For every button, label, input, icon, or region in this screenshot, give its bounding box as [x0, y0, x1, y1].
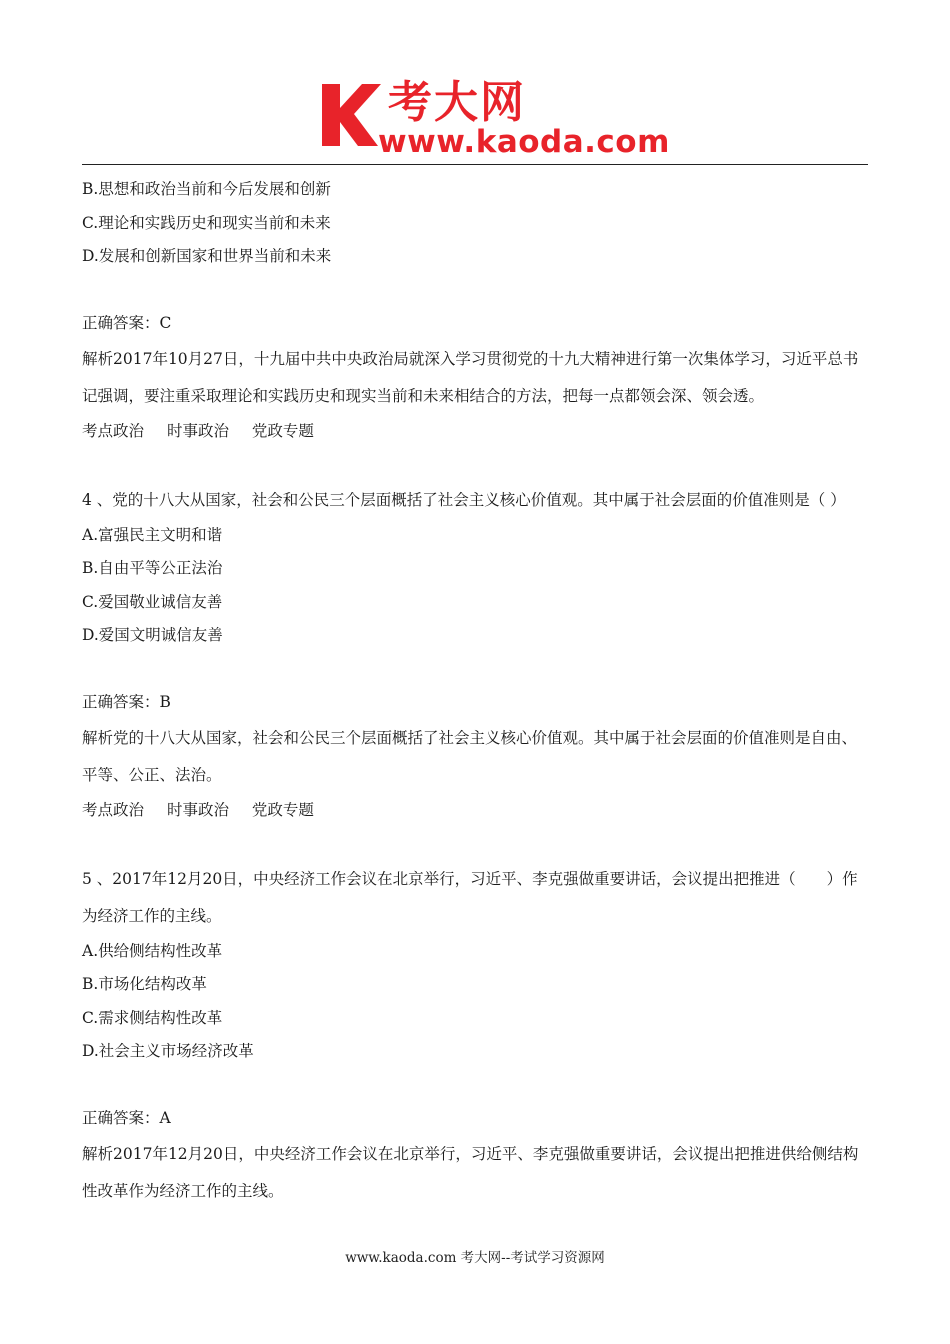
q4-option-c: C.爱国敬业诚信友善	[82, 592, 223, 611]
q5-option-a: A.供给侧结构性改革	[82, 941, 223, 960]
q4-tags	[82, 794, 872, 828]
document-body	[82, 173, 872, 1210]
page-header	[0, 0, 950, 170]
q3-tags	[82, 415, 872, 449]
q4-question: 4 、党的十八大从国家，社会和公民三个层面概括了社会主义核心价值观。其中属于社会层面的价值准则是（ ）	[82, 490, 846, 509]
q3-option-d: D.发展和创新国家和世界当前和未来	[82, 247, 332, 265]
tag: 党政专题	[251, 800, 314, 819]
q3-answer: 正确答案：C	[82, 314, 172, 332]
tag: 考点政治	[82, 421, 145, 440]
q4-option-d: D.爱国文明诚信友善	[82, 626, 223, 644]
tag: 考点政治	[82, 800, 145, 819]
logo-url: www.kaoda.com	[378, 124, 670, 160]
q3-analysis: 解析2017年10月27日，十九届中共中央政治局就深入学习贯彻党的十九大精神进行第一次集体学习，习近平总书记强调，要注重采取理论和实践历史和现实当前和未来相结合的方法，把每一点都领会深、领会透。	[82, 349, 859, 405]
q4-option-a: A.富强民主文明和谐	[82, 525, 223, 544]
logo-chinese-name: 考大网	[388, 77, 526, 128]
q5-question: 5 、2017年12月20日，中央经济工作会议在北京举行，习近平、李克强做重要讲话，会议提出把推进（ ）作为经济工作的主线。	[82, 869, 858, 925]
q5-answer: 正确答案：A	[82, 1109, 171, 1127]
q5-option-d: D.社会主义市场经济改革	[82, 1042, 254, 1060]
q3-option-b: B.思想和政治当前和今后发展和创新	[82, 180, 331, 198]
page-footer: www.kaoda.com 考大网--考试学习资源网	[345, 1250, 605, 1266]
q3-option-c: C.理论和实践历史和现实当前和未来	[82, 213, 331, 232]
q5-option-b: B.市场化结构改革	[82, 975, 207, 993]
tag: 时事政治	[166, 800, 229, 819]
q4-analysis: 解析党的十八大从国家，社会和公民三个层面概括了社会主义核心价值观。其中属于社会层面的价值准则是自由、平等、公正、法治。	[82, 728, 858, 784]
q5-analysis: 解析2017年12月20日，中央经济工作会议在北京举行，习近平、李克强做重要讲话，会议提出把推进供给侧结构性改革作为经济工作的主线。	[82, 1144, 859, 1200]
kaoda-logo-k-icon	[318, 82, 382, 148]
header-divider	[82, 164, 868, 165]
q4-option-b: B.自由平等公正法治	[82, 559, 223, 577]
q4-answer: 正确答案：B	[82, 693, 171, 711]
tag: 党政专题	[251, 421, 314, 440]
q5-option-c: C.需求侧结构性改革	[82, 1008, 223, 1027]
tag: 时事政治	[166, 421, 229, 440]
